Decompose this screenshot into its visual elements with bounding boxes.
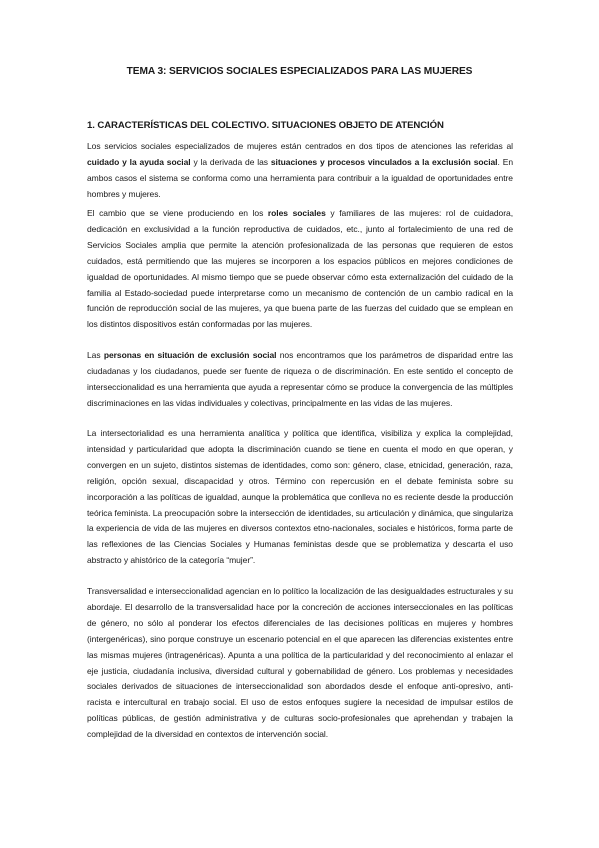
paragraph-1-text-1: Los servicios sociales especializados de mujeres están centrados en dos tipos de atenciones las referidas al <box>87 141 513 151</box>
paragraph-3-text-2: nos encontramos que los parámetros de disparidad entre las ciudadanas y los ciudadanos, puede ser fuente de riqueza o de discriminación. En este sentido el concepto de interseccionalidad es una herramienta que ayuda a representar cómo se produce la convergencia de las múltiples discriminaciones en las vidas individuales y colectivas, principalmente en las vidas de las mujeres. <box>87 350 513 408</box>
paragraph-5: Transversalidad e interseccionalidad agencian en lo político la localización de las desigualdades estructurales y su abordaje. El desarrollo de la transversalidad hace por la concreción de acciones interseccionales en las políticas de género, no sólo al ponderar los efectos diferenciales de las decisiones políticas en mujeres y hombres (intergenéricas), sino porque construye un escenario potencial en el que aparecen las diferencias existentes entre las mismas mujeres (intragenéricas). Apunta a una política de la particularidad y del reconocimiento al enlazar el eje justicia, ciudadanía inclusiva, diversidad cultural y gobernabilidad de género. Los problemas y necesidades sociales derivados de situaciones de interseccionalidad son abordados desde el enfoque anti-opresivo, anti-racista e intercultural en trabajo social. El uso de estos enfoques sugiere la necesidad de impulsar estilos de políticas públicas, de gestión administrativa y de culturas socio-profesionales que aprehendan y trabajen la complejidad de la diversidad en contextos de intervención social. <box>87 586 513 740</box>
paragraph-1-bold-1: cuidado y la ayuda social <box>87 156 191 167</box>
paragraph-2-text-1: El cambio que se viene produciendo en los <box>87 208 268 218</box>
paragraph-1-bold-2: situaciones y procesos vinculados a la exclusión social <box>270 156 498 167</box>
paragraph-2-bold-1: roles sociales <box>267 208 326 218</box>
paragraph-3 <box>87 348 513 412</box>
paragraph-1-text-3: . En ambos casos el sistema se conforma como una herramienta para contribuir a la igualdad de oportunidades entre hombres y mujeres. <box>87 156 513 199</box>
paragraph-2-text-2: y familiares de las mujeres: rol de cuidadora, dedicación en exclusividad a la función reproductiva de cuidados, etc., junto al fortalecimiento de una red de Servicios Sociales amplia que permite la atención profesionalizada de las personas que requieren de estos cuidados, está permitiendo que las mujeres se incorporen a los espacios públicos en mejores condiciones de igualdad de oportunidades. Al mismo tiempo que se puede observar cómo esta externalización del cuidado de la familia al Estado-sociedad puede interpretarse como un mecanismo de contención de un cambio radical en la función de reproducción social de las mujeres, ya que buena parte de las fuerzas del cuidado que se emplean en los distintos dispositivos están conformadas por las mujeres. <box>87 208 514 330</box>
section-heading: 1. CARACTERÍSTICAS DEL COLECTIVO. SITUACIONES OBJETO DE ATENCIÓN <box>87 120 444 131</box>
paragraph-1 <box>87 139 513 203</box>
paragraph-1-text-2: y la derivada de las <box>190 156 271 167</box>
paragraph-4: La intersectorialidad es una herramienta analítica y política que identifica, visibiliza y explica la complejidad, intensidad y particularidad que adopta la discriminación cuando se tiene en cuenta el modo en que operan, y convergen en un sujeto, distintos sistemas de identidades, como son: género, clase, etnicidad, generación, raza, religión, opción sexual, discapacidad y otros. Término con repercusión en el debate feminista sobre su incorporación a las políticas de igualdad, aunque la problemática que conlleva no es reciente desde la producción teórica feminista. La preocupación sobre la intersección de identidades, su articulación y dinámica, que singulariza la experiencia de vida de las mujeres en diversos contextos etno-nacionales, sociales e históricos, forma parte de las reflexiones de las Ciencias Sociales y Humanas feministas desde que se problematiza y descarta el uso abstracto y ahistórico de la categoría “mujer”. <box>87 428 513 566</box>
paragraph-3-text-1: Las <box>87 350 104 360</box>
document-title: TEMA 3: SERVICIOS SOCIALES ESPECIALIZADOS PARA LAS MUJERES <box>126 66 473 77</box>
paragraph-3-bold-1: personas en situación de exclusión social <box>103 350 277 360</box>
paragraph-2 <box>87 206 513 333</box>
